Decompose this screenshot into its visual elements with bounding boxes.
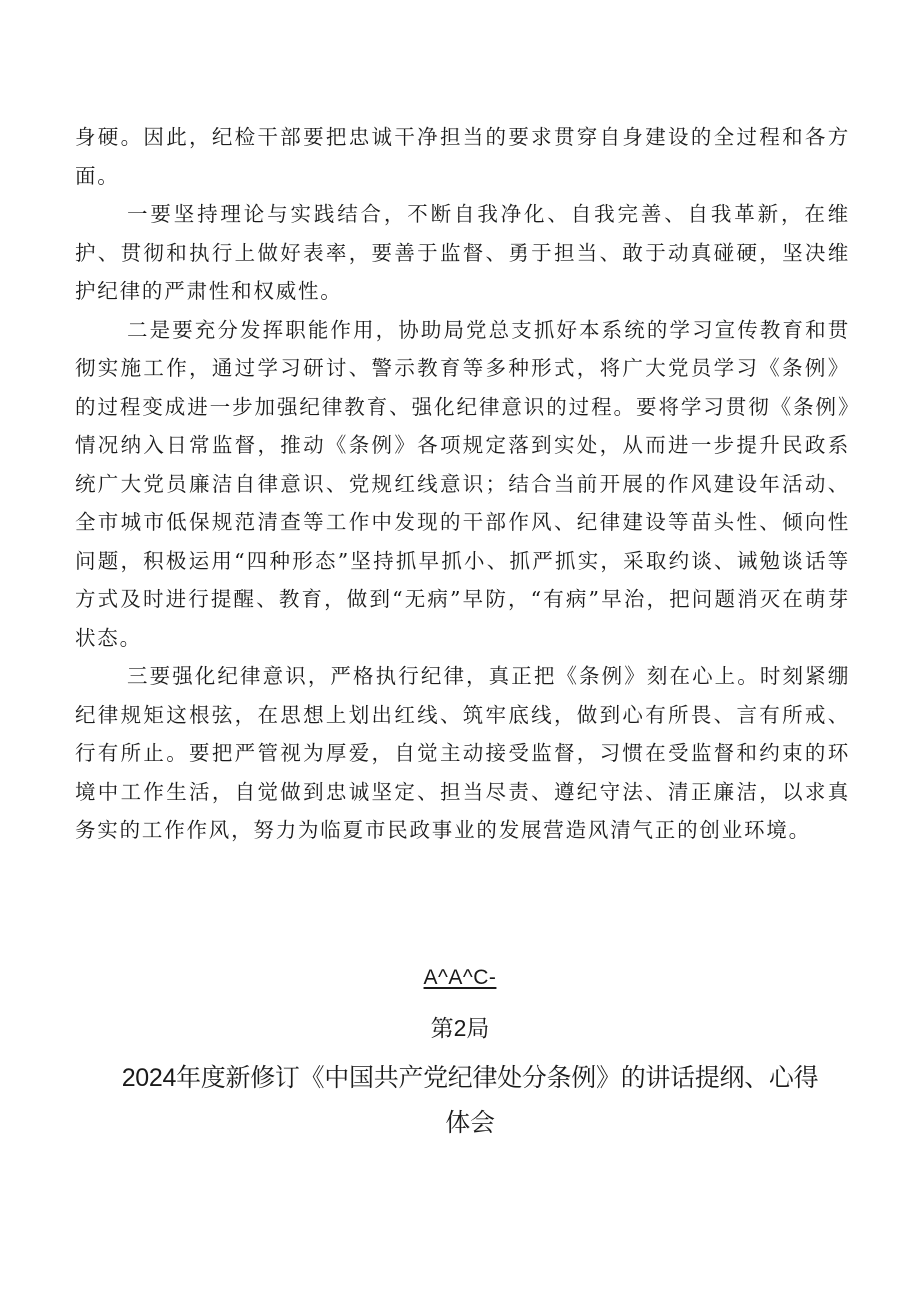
paragraph-point-two: 二是要充分发挥职能作用，协助局党总支抓好本系统的学习宣传教育和贯彻实施工作，通过学习研讨、警示教育等多种形式，将广大党员学习《条例》的过程变成进一步加强纪律教育、强化纪律意识的过程。要将学习贯彻《条例》情况纳入日常监督，推动《条例》各项规定落到实处，从而进一步提升民政系统广大党员廉洁自律意识、党规红线意识；结合当前开展的作风建设年活动、全市城市低保规范清查等工作中发现的干部作风、纪律建设等苗头性、倾向性问题，积极运用“四种形态”坚持抓早抓小、抓严抓实，采取约谈、诫勉谈话等方式及时进行提醒、教育，做到“无病”早防，“有病”早治，把问题消灭在萌芽状态。 — [75, 317, 850, 650]
paragraph-continuation: 身硬。因此，纪检干部要把忠诚干净担当的要求贯穿自身建设的全过程和各方面。 — [75, 125, 850, 188]
section-divider — [0, 966, 920, 990]
chapter-label: 第2局 — [430, 1015, 490, 1041]
paragraph-point-one: 一要坚持理论与实践结合，不断自我净化、自我完善、自我革新，在维护、贯彻和执行上做好表率，要善于监督、勇于担当、敢于动真碰硬，坚决维护纪律的严肃性和权威性。 — [75, 202, 850, 303]
divider-mark-text: A^A^C- — [423, 966, 497, 989]
document-title: 2024年度新修订《中国共产党纪律处分条例》的讲话提纲、心得体会 — [121, 1064, 819, 1137]
paragraph-point-three: 三要强化纪律意识，严格执行纪律，真正把《条例》刻在心上。时刻紧绷纪律规矩这根弦，在思想上划出红线、筑牢底线，做到心有所畏、言有所戒、行有所止。要把严管视为厚爱，自觉主动接受监督，习惯在受监督和约束的环境中工作生活，自觉做到忠诚坚定、担当尽责、遵纪守法、清正廉洁，以求真务实的工作作风，努力为临夏市民政事业的发展营造风清气正的创业环境。 — [75, 664, 850, 842]
body-text — [75, 118, 850, 850]
